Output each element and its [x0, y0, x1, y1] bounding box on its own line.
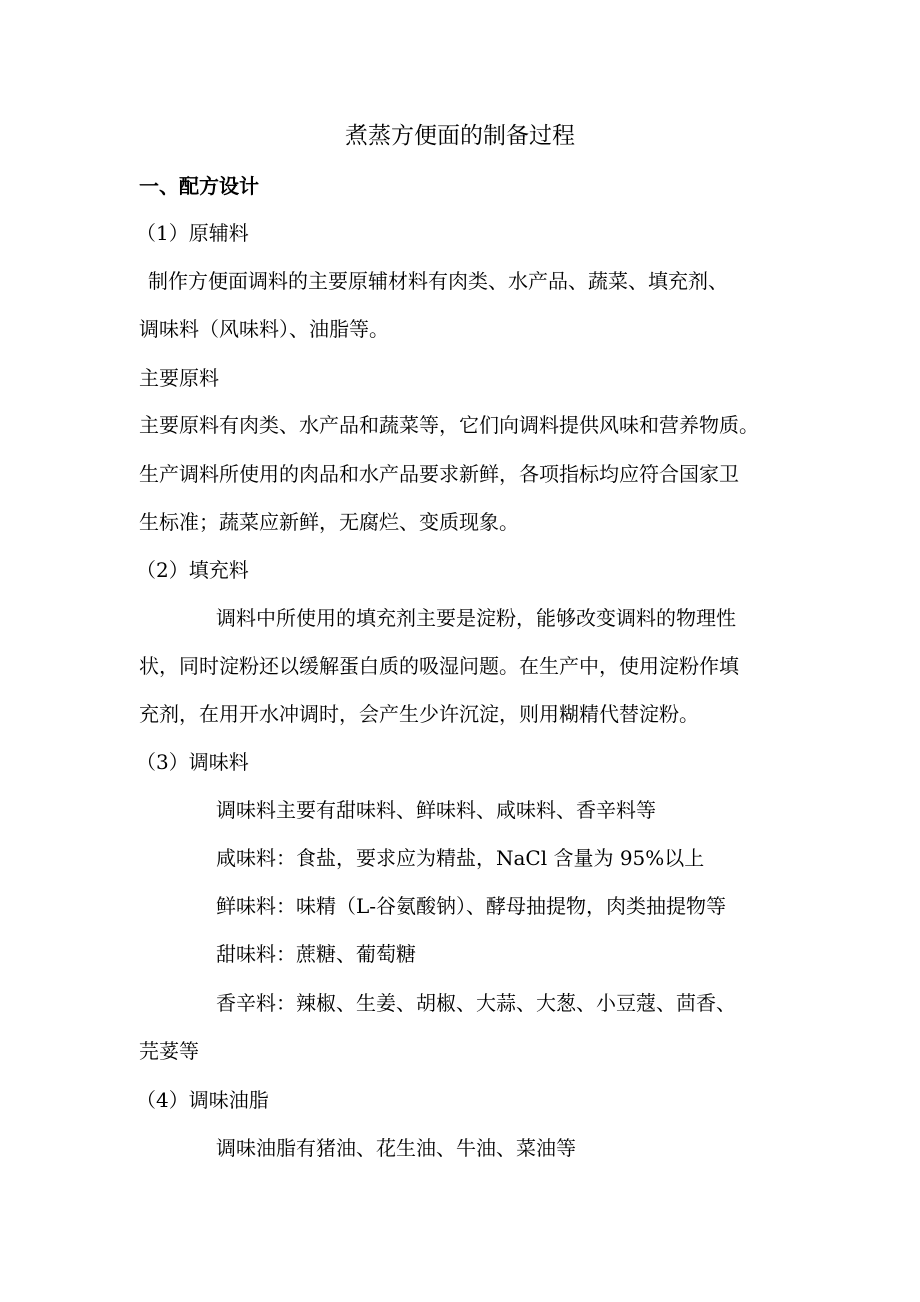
- paragraph-line: 主要原料有肉类、水产品和蔬菜等，它们向调料提供风味和营养物质。: [139, 413, 759, 437]
- paragraph-line: 制作方便面调料的主要原辅材料有肉类、水产品、蔬菜、填充剂、: [148, 269, 728, 293]
- paragraph-line: 生标准；蔬菜应新鲜，无腐烂、变质现象。: [139, 510, 519, 534]
- list-line: 香辛料：辣椒、生姜、胡椒、大蒜、大葱、小豆蔻、茴香、: [216, 991, 736, 1015]
- paragraph-line: 调味油脂有猪油、花生油、牛油、菜油等: [216, 1136, 576, 1160]
- list-line: 甜味料：蔗糖、葡萄糖: [216, 942, 416, 966]
- paragraph-line: 调料中所使用的填充剂主要是淀粉，能够改变调料的物理性: [216, 606, 736, 630]
- section-heading-formula-design: 一、配方设计: [139, 174, 259, 198]
- subheading-seasoning-oils: （4）调味油脂: [136, 1088, 269, 1112]
- subheading-fillers: （2）填充料: [136, 558, 249, 582]
- subheading-seasonings: （3）调味料: [136, 750, 249, 774]
- list-line: 鲜味料：味精（L-谷氨酸钠）、酵母抽提物，肉类抽提物等: [216, 894, 727, 918]
- paragraph-line: 调味料（风味料）、油脂等。: [139, 317, 389, 341]
- subheading-raw-materials: （1）原辅料: [136, 221, 249, 245]
- list-line: 咸味料：食盐，要求应为精盐，NaCl 含量为 95%以上: [216, 846, 705, 870]
- list-line: 调味料主要有甜味料、鲜味料、咸味料、香辛料等: [216, 798, 656, 822]
- paragraph-line: 生产调料所使用的肉品和水产品要求新鲜，各项指标均应符合国家卫: [139, 462, 739, 486]
- paragraph-line: 状，同时淀粉还以缓解蛋白质的吸湿问题。在生产中，使用淀粉作填: [139, 654, 739, 678]
- paragraph-line: 充剂，在用开水冲调时，会产生少许沉淀，则用糊精代替淀粉。: [139, 702, 699, 726]
- document-title: 煮蒸方便面的制备过程: [345, 123, 575, 149]
- label-main-materials: 主要原料: [139, 366, 219, 390]
- list-line-continuation: 芫荽等: [139, 1039, 199, 1063]
